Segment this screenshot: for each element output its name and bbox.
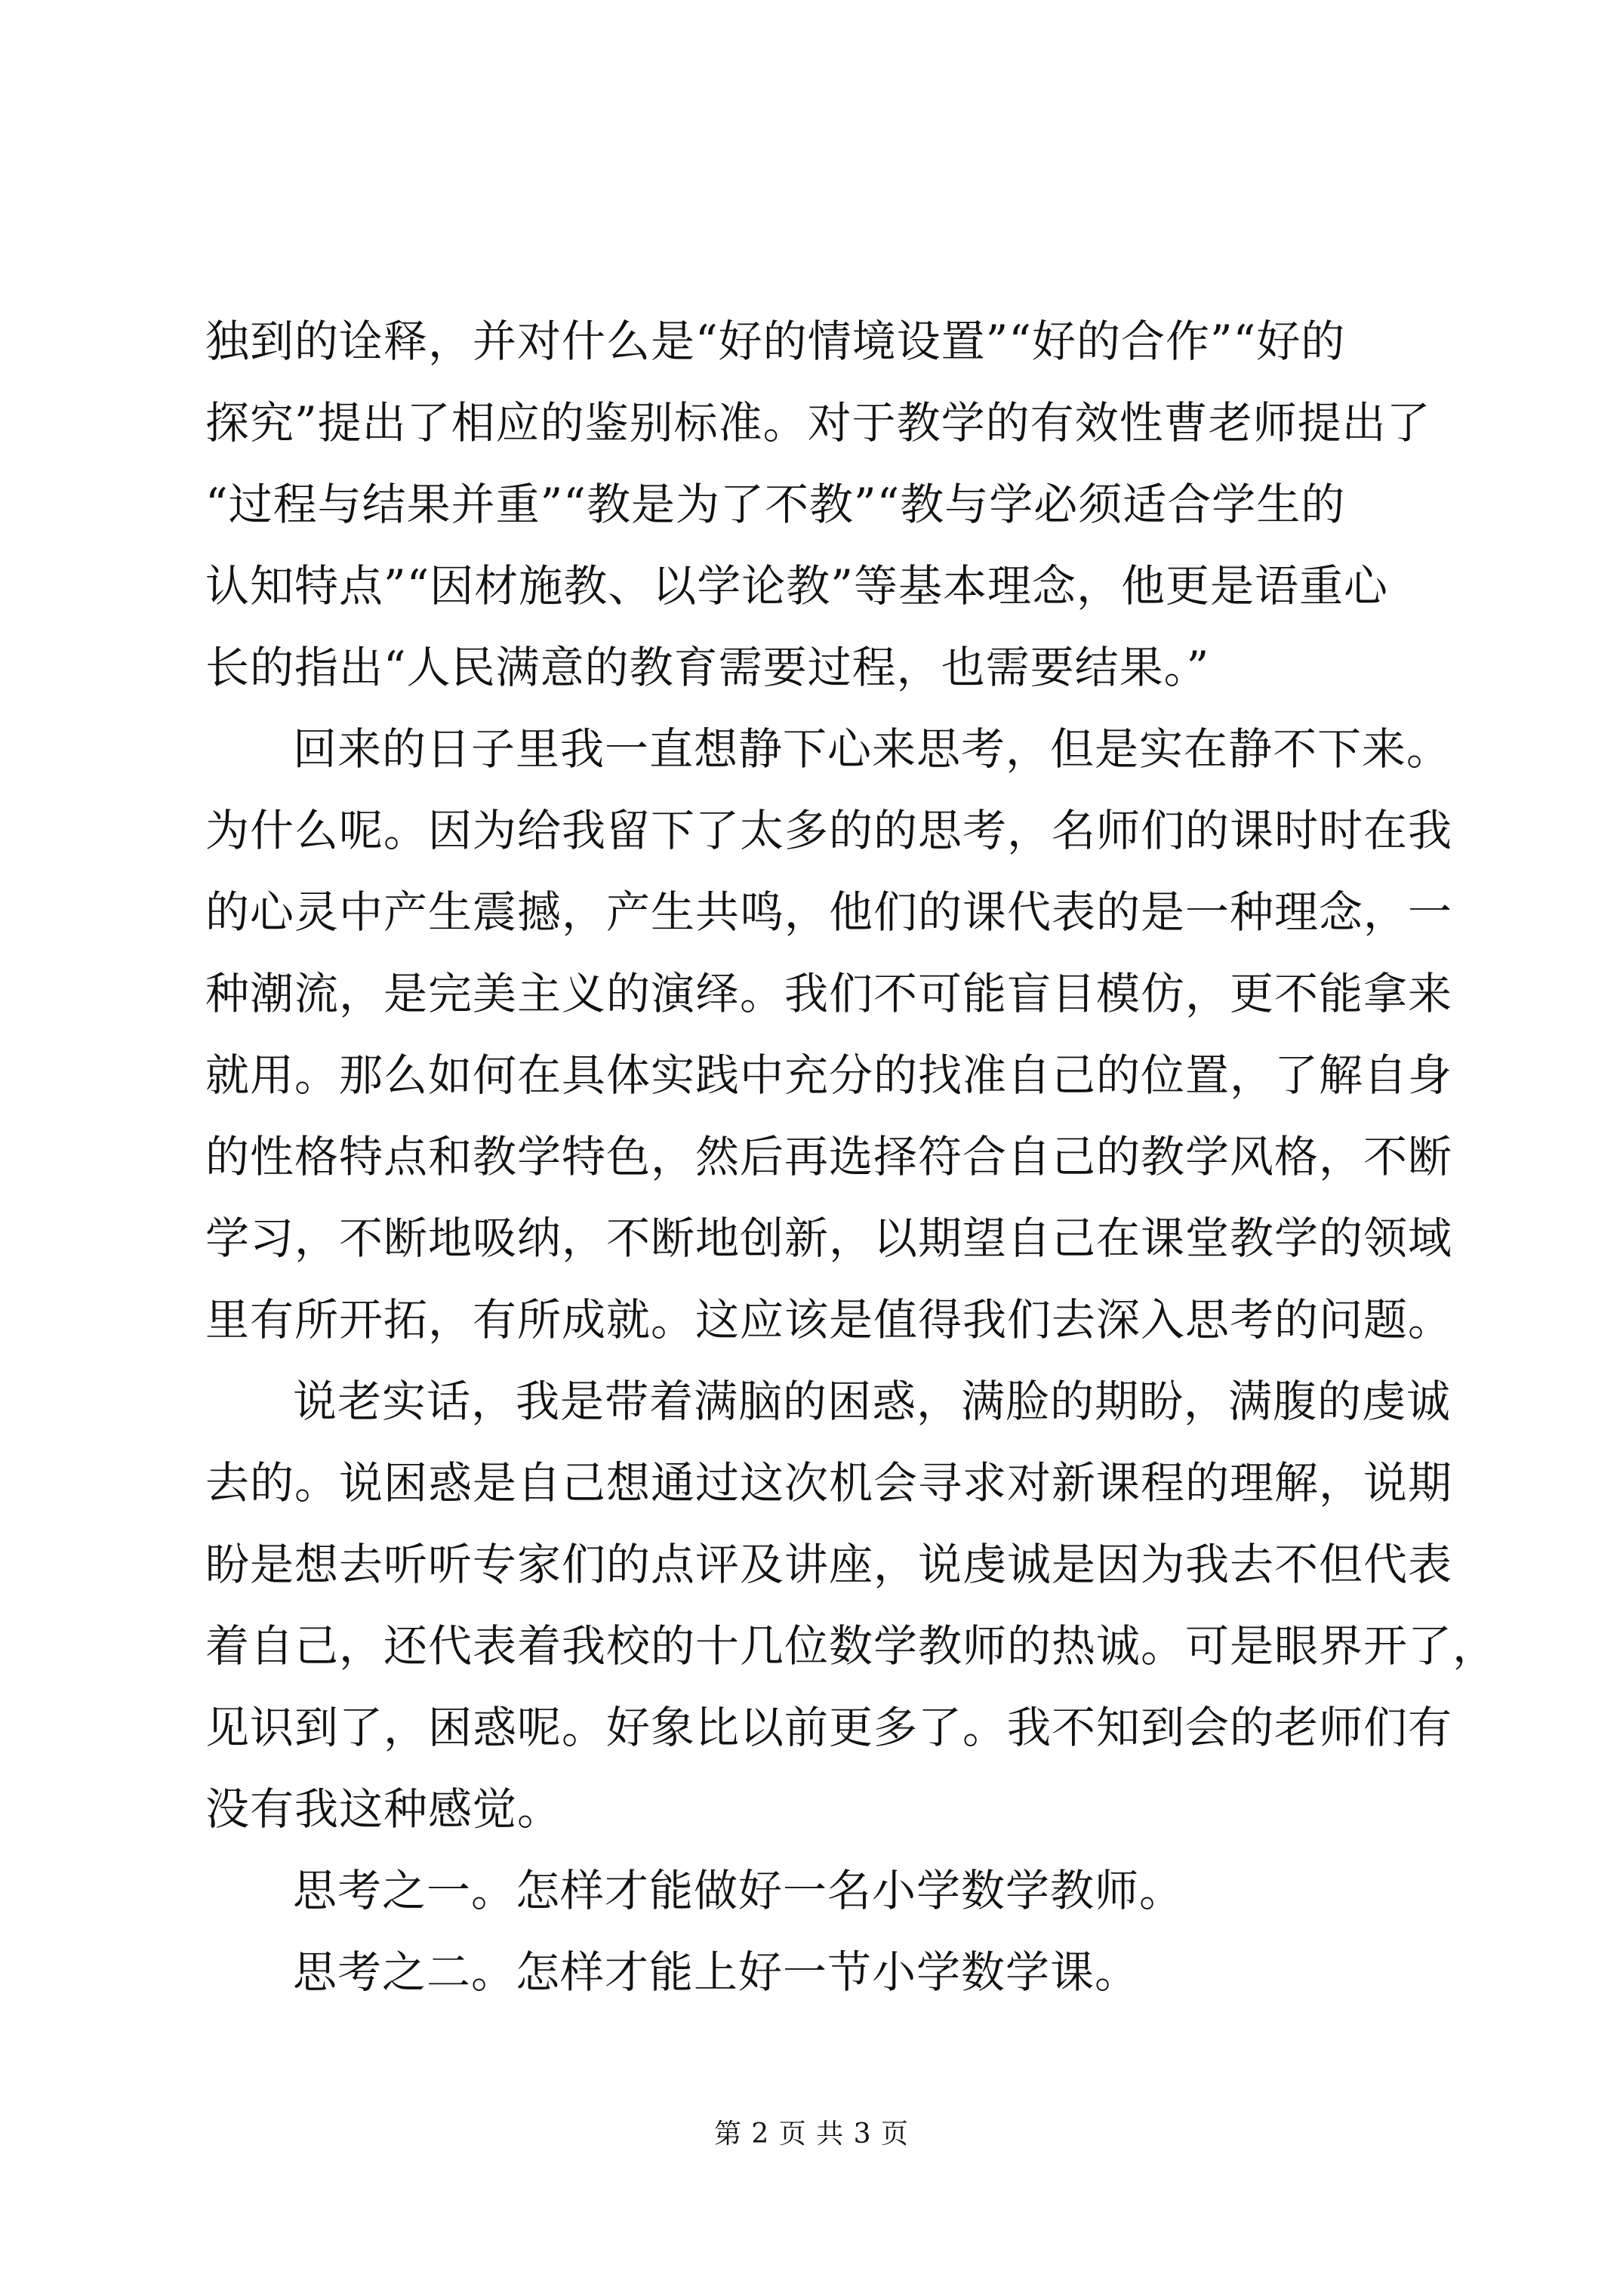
paragraph-first-line: 思考之二。怎样才能上好一节小学数学课。 [293, 1946, 1140, 1998]
paragraph-first-line: 说老实话，我是带着满脑的困惑，满脸的期盼，满腹的虔诚 [293, 1376, 1452, 1427]
text-line: 见识到了，困惑呢。好象比以前更多了。我不知到会的老师们有 [205, 1702, 1453, 1753]
text-line: 就用。那么如何在具体实践中充分的找准自己的位置，了解自身 [205, 1049, 1453, 1101]
paragraph-first-line: 回来的日子里我一直想静下心来思考，但是实在静不下来。 [293, 723, 1452, 775]
text-line: 的心灵中产生震撼，产生共鸣，他们的课代表的是一种理念，一 [205, 886, 1453, 938]
text-line: 没有我这种感觉。 [205, 1783, 562, 1835]
text-line: 探究”提出了相应的鉴别标准。对于教学的有效性曹老师提出了 [205, 397, 1431, 448]
text-line: 种潮流，是完美主义的演绎。我们不可能盲目模仿，更不能拿来 [205, 968, 1453, 1019]
text-line: 的性格特点和教学特色，然后再选择符合自己的教学风格，不断 [205, 1131, 1453, 1182]
text-line: 里有所开拓，有所成就。这应该是值得我们去深入思考的问题。 [205, 1294, 1453, 1345]
text-line: 认知特点”“因材施教、以学论教”等基本理念，他更是语重心 [205, 560, 1388, 612]
text-line: 学习，不断地吸纳，不断地创新，以期望自己在课堂教学的领域 [205, 1213, 1453, 1264]
text-line: 着自己，还代表着我校的十几位数学教师的热诚。可是眼界开了， [205, 1620, 1498, 1672]
text-line: 为什么呢。因为给我留下了太多的的思考，名师们的课时时在我 [205, 805, 1453, 856]
paragraph-first-line: 思考之一。怎样才能做好一名小学数学教师。 [293, 1865, 1184, 1916]
text-line: 盼是想去听听专家们的点评及讲座，说虔诚是因为我去不但代表 [205, 1539, 1453, 1590]
text-line: “过程与结果并重”“教是为了不教”“教与学必须适合学生的 [205, 479, 1346, 530]
text-line: 独到的诠释，并对什么是“好的情境设置”“好的合作”“好的 [205, 316, 1346, 367]
text-line: 去的。说困惑是自己想通过这次机会寻求对新课程的理解，说期 [205, 1457, 1453, 1509]
page-number-footer: 第 2 页 共 3 页 [713, 2119, 910, 2150]
document-body [205, 300, 1498, 2013]
text-line: 长的指出“人民满意的教育需要过程，也需要结果。” [205, 642, 1210, 693]
